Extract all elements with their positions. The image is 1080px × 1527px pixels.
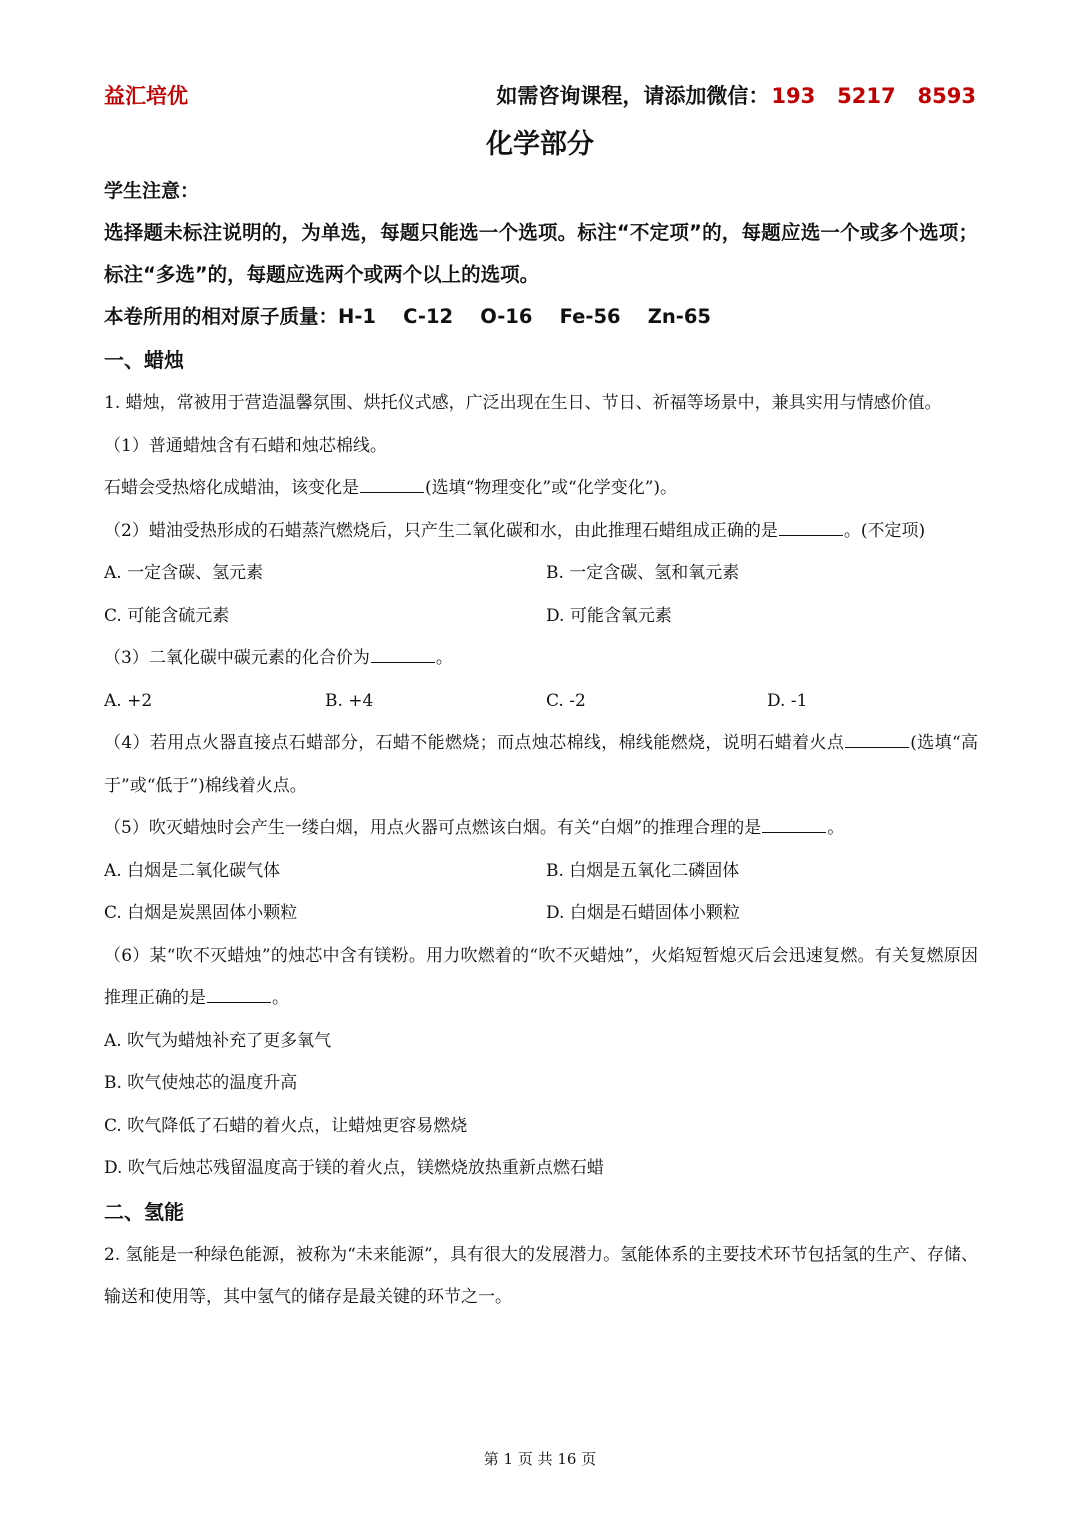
option-c: C. -2: [546, 690, 586, 711]
notice-label: 学生注意：: [104, 180, 200, 202]
brand-name: 益汇培优: [104, 84, 188, 108]
question-1-5-options: [104, 850, 978, 935]
question-1-4-text: [104, 722, 978, 807]
q5-text-before: （5）吹灭蜡烛时会产生一缕白烟，用点火器可点燃该白烟。有关“白烟”的推理合理的是: [104, 818, 762, 838]
q2-text-before: （2）蜡油受热形成的石蜡蒸汽燃烧后，只产生二氧化碳和水，由此推理石蜡组成正确的是: [104, 520, 778, 541]
option-c: C. 白烟是炭黑固体小颗粒: [104, 903, 298, 923]
option-a: A. 一定含碳、氢元素: [104, 563, 264, 583]
option-b: B. 一定含碳、氢和氧元素: [546, 563, 740, 583]
option-b: B. 吹气使烛芯的温度升高: [104, 1073, 298, 1093]
question-2-intro: 2. 氢能是一种绿色能源，被称为“未来能源”，具有很大的发展潜力。氢能体系的主要技术环节包括氢的生产、存储、输送和使用等，其中氢气的储存是最关键的环节之一。: [104, 1244, 978, 1307]
question-1-6-text: [104, 935, 978, 1020]
contact-phone: 193 5217 8593: [771, 84, 976, 108]
option-b: B. 白烟是五氧化二磷固体: [546, 860, 740, 881]
page-header: [104, 80, 976, 112]
answer-blank[interactable]: [779, 534, 843, 536]
option-c: C. 吹气降低了石蜡的着火点，让蜡烛更容易燃烧: [104, 1115, 468, 1136]
option-a: A. 吹气为蜡烛补充了更多氧气: [104, 1030, 332, 1051]
q4-text-after: (选填“高于”或“低于”)棉线着火点。: [104, 733, 978, 796]
q6-text-after: 。: [272, 988, 289, 1008]
option-d: D. 可能含氧元素: [546, 605, 672, 626]
option-d: D. 吹气后烛芯残留温度高于镁的着火点，镁燃烧放热重新点燃石蜡: [104, 1158, 604, 1178]
option-a: A. 白烟是二氧化碳气体: [104, 860, 281, 881]
question-1-2-options: [104, 552, 978, 637]
option-a: A. +2: [104, 690, 153, 711]
answer-blank[interactable]: [762, 831, 826, 833]
question-1-1-text: [104, 467, 978, 510]
q5-text-after: 。: [827, 818, 845, 838]
question-1-5-text: [104, 807, 978, 850]
q3-text-before: （3）二氧化碳中碳元素的化合价为: [104, 648, 370, 668]
question-1-1-stem: （1）普通蜡烛含有石蜡和烛芯棉线。: [104, 435, 387, 456]
page-title: 化学部分: [486, 129, 594, 160]
atomic-mass-line: 本卷所用的相对原子质量：H-1 C-12 O-16 Fe-56 Zn-65: [104, 305, 711, 328]
option-d: D. -1: [767, 690, 808, 711]
notice-text: 选择题未标注说明的，为单选，每题只能选一个选项。标注“不定项”的，每题应选一个或多个选项；标注“多选”的，每题应选两个或两个以上的选项。: [104, 221, 978, 286]
page-content: [104, 170, 978, 1319]
question-1-3-options: [104, 680, 978, 723]
q4-text-before: （4）若用点火器直接点石蜡部分，石蜡不能燃烧；而点烛芯棉线，棉线能燃烧，说明石蜡着火点: [104, 733, 845, 753]
answer-blank[interactable]: [371, 661, 435, 663]
question-1-3-text: [104, 637, 978, 680]
q3-text-after: 。: [435, 648, 453, 668]
q2-text-after: 。(不定项): [843, 520, 926, 541]
answer-blank[interactable]: [207, 1001, 271, 1003]
section-heading-candle: 一、蜡烛: [104, 348, 184, 372]
option-c: C. 可能含硫元素: [104, 605, 230, 626]
q1-text-after: (选填“物理变化”或“化学变化”)。: [425, 478, 678, 498]
option-b: B. +4: [325, 690, 374, 711]
question-1-intro: 1. 蜡烛，常被用于营造温馨氛围、烘托仪式感，广泛出现在生日、节日、祈福等场景中，兼具实用与情感价值。: [104, 393, 942, 413]
answer-blank[interactable]: [360, 491, 424, 493]
contact-prefix: 如需咨询课程，请添加微信：: [496, 84, 770, 108]
section-heading-hydrogen: 二、氢能: [104, 1199, 184, 1224]
contact-info: [496, 80, 976, 110]
answer-blank[interactable]: [845, 746, 909, 748]
option-d: D. 白烟是石蜡固体小颗粒: [546, 903, 740, 923]
q1-text-before: 石蜡会受热熔化成蜡油，该变化是: [104, 478, 359, 498]
question-1-2-text: [104, 510, 978, 553]
q6-text-before: （6）某“吹不灭蜡烛”的烛芯中含有镁粉。用力吹燃着的“吹不灭蜡烛”，火焰短暂熄灭后会迅速复燃。有关复燃原因推理正确的是: [104, 945, 978, 1008]
page-footer: 第 1 页 共 16 页: [483, 1450, 597, 1468]
